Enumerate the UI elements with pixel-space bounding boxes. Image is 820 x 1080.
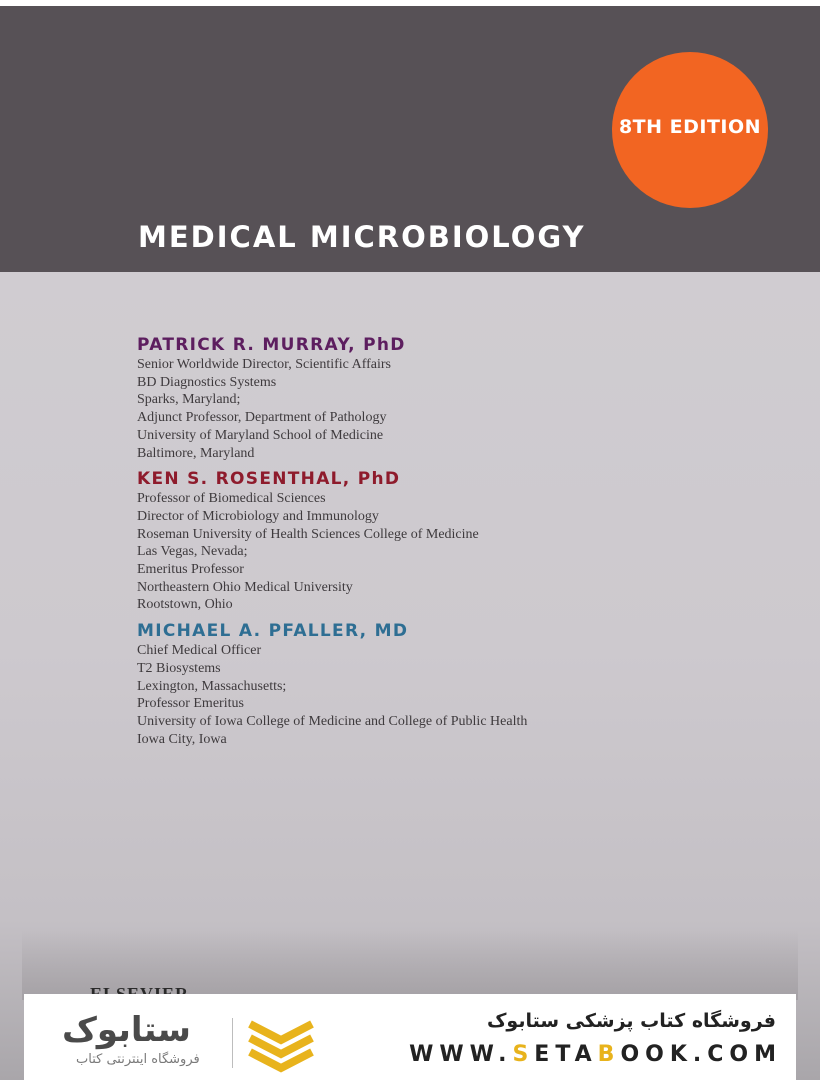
author-murray — [137, 334, 777, 462]
watermark-logo: ستابوک — [62, 1010, 191, 1050]
affiliation-line: Sparks, Maryland; — [137, 392, 241, 408]
edition-label: 8TH EDITION — [618, 116, 762, 138]
watermark-divider — [232, 1018, 233, 1068]
url-part: OOK.COM — [620, 1042, 782, 1067]
affiliation-line: Lexington, Massachusetts; — [137, 678, 287, 694]
affiliation-line: Emeritus Professor — [137, 562, 244, 578]
affiliation-line: Professor of Biomedical Sciences — [137, 491, 326, 507]
affiliation-line: Roseman University of Health Sciences College of Medicine — [137, 526, 479, 542]
watermark-logo-subtitle: فروشگاه اینترنتی کتاب — [76, 1052, 200, 1067]
author-name: PATRICK R. MURRAY, PhD — [137, 335, 406, 355]
affiliation-line: University of Iowa College of Medicine and College of Public Health — [137, 713, 528, 729]
edition-badge — [612, 52, 768, 208]
affiliation-line: T2 Biosystems — [137, 660, 221, 676]
affiliation-line: Adjunct Professor, Department of Pathology — [137, 410, 387, 426]
author-name: KEN S. ROSENTHAL, PhD — [137, 469, 401, 490]
book-title: MEDICAL MICROBIOLOGY — [138, 220, 586, 254]
author-rosenthal — [137, 468, 777, 614]
watermark-store-name: فروشگاه کتاب پزشکی ستابوک — [486, 1010, 776, 1032]
affiliation-line: Baltimore, Maryland — [137, 445, 255, 461]
affiliation-line: Las Vegas, Nevada; — [137, 544, 248, 560]
affiliation-line: Chief Medical Officer — [137, 643, 262, 659]
url-part: S — [512, 1042, 535, 1067]
affiliation-line: University of Maryland School of Medicine — [137, 427, 384, 443]
affiliation-line: Professor Emeritus — [137, 696, 244, 712]
author-list — [137, 334, 777, 754]
author-pfaller — [137, 620, 777, 748]
url-part: ETA — [534, 1042, 598, 1067]
chevron-stack-icon — [244, 1014, 318, 1074]
affiliation-line: Director of Microbiology and Immunology — [137, 508, 379, 524]
author-name: MICHAEL A. PFALLER, MD — [137, 621, 409, 642]
watermark-banner — [24, 994, 796, 1080]
affiliation-line: BD Diagnostics Systems — [137, 374, 277, 390]
affiliation-line: Rootstown, Ohio — [137, 597, 233, 613]
url-part: B — [597, 1042, 621, 1067]
affiliation-line: Senior Worldwide Director, Scientific Affairs — [137, 357, 392, 372]
watermark-url — [409, 1042, 782, 1067]
url-part: WWW. — [409, 1042, 513, 1067]
affiliation-line: Northeastern Ohio Medical University — [137, 579, 353, 595]
affiliation-line: Iowa City, Iowa — [137, 731, 227, 747]
